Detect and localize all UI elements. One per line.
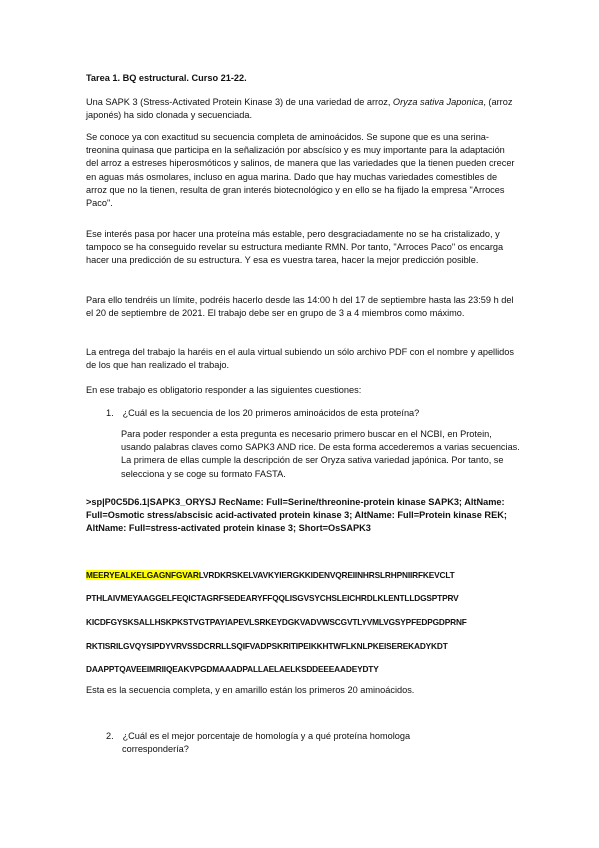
question-1 [106,407,526,420]
question-1-answer: Para poder responder a esta pregunta es necesario primero buscar en el NCBI, en Protein, usando palabras claves como SAPK3 AND rice. De esta forma accederemos a varias secuencias. La primera de ellas cumple la descripción de ser Oryza sativa variedad japónica. Por tanto, se selecciona y se coge su formato FASTA. [121,429,520,479]
sequence-line-3: KICDFGYSKSALLHSKPKSTVGTPAYIAPEVLSRKEYDGKVADVWSCGVTLYVMLVGSYPFEDPGDPRNF [86,617,467,627]
highlighted-first-20-aa: MEERYEALKELGAGNFGVAR [86,570,199,580]
question-2 [106,730,526,756]
fasta-header: >sp|P0C5D6.1|SAPK3_ORYSJ RecName: Full=Serine/threonine-protein kinase SAPK3; AltName: Full=Osmotic stress/abscisic acid-activated protein kinase 3; AltName: Full=Protein kinase REK; AltName: Full=stress-activated protein kinase 3; Short=OsSAPK3 [86,497,507,534]
paragraph-questions-intro: En ese trabajo es obligatorio responder a las siguientes cuestiones: [86,385,362,395]
paragraph-task: Ese interés pasa por hacer una proteína más estable, pero desgraciadamente no se ha cristalizado, y tampoco se ha conseguido revelar su estructura mediante RMN. Por tanto, "Arroces Paco" os encarga hacer una predicción de su estructura. Y esa es vuestra tarea, hacer la mejor predicción posible. [86,229,504,266]
document-title: Tarea 1. BQ estructural. Curso 21-22. [86,73,247,83]
question-1-number: 1. [106,408,114,418]
paragraph-delivery: La entrega del trabajo la haréis en el aula virtual subiendo un sólo archivo PDF con el nombre y apellidos de los que han realizado el trabajo. [86,347,514,371]
sequence-line-2: PTHLAIVMEYAAGGELFEQICTAGRFSEDEARYFFQQLISGVSYCHSLEICHRDLKLENTLLDGSPTPRV [86,593,459,603]
sequence-line-4: RKTISRILGVQYSIPDYVRVSSDCRRLLSQIFVADPSKRITIPEIKKHTWFLKNLPKEISEREKADYKDT [86,641,448,651]
intro-paragraph [86,96,516,122]
question-2-text-line-2: correspondería? [122,744,189,755]
intro-text-after: , (arroz japonés) ha sido clonada y secuenciada. [86,97,513,121]
question-1-text: ¿Cuál es la secuencia de los 20 primeros aminoácidos de esta proteína? [122,408,420,418]
sequence-line-1-rest: LVRDKRSKELVAVKYIERGKKIDENVQREIINHRSLRHPNIIRFKEVCLT [198,570,455,580]
sequence-line-5: DAAPPTQAVEEIMRIIQEAKVPGDMAAADPALLAELAELKSDDEEEAADEYDTY [86,664,379,674]
paragraph-deadline: Para ello tendréis un límite, podréis hacerlo desde las 14:00 h del 17 de septiembre hasta las 23:59 h del el 20 de septiembre de 2021. El trabajo debe ser en grupo de 3 a 4 miembros como máximo. [86,295,514,319]
paragraph-context: Se conoce ya con exactitud su secuencia completa de aminoácidos. Se supone que es una serina-treonina quinasa que participa en la señalización por abscísico y es muy importante para la adaptación del arroz a estreses hiperosmóticos y salinos, de manera que las variedades que la tienen pueden crecer en aguas más osmolares, incluso en agua marina. Dado que hay muchas variedades comestibles de arroz que no la tienen, resulta de gran interés biotecnológico y en ello se ha fijado la empresa "Arroces Paco". [86,132,515,209]
question-2-text-line-1: ¿Cuál es el mejor porcentaje de homología y a qué proteína homologa [122,731,411,741]
intro-text-before: Una SAPK 3 (Stress-Activated Protein Kinase 3) de una variedad de arroz, [86,97,393,107]
species-name: Oryza sativa Japonica [392,97,484,107]
sequence-line-1 [86,569,455,581]
question-2-number: 2. [106,731,114,741]
sequence-note: Esta es la secuencia completa, y en amarillo están los primeros 20 aminoácidos. [86,685,415,695]
